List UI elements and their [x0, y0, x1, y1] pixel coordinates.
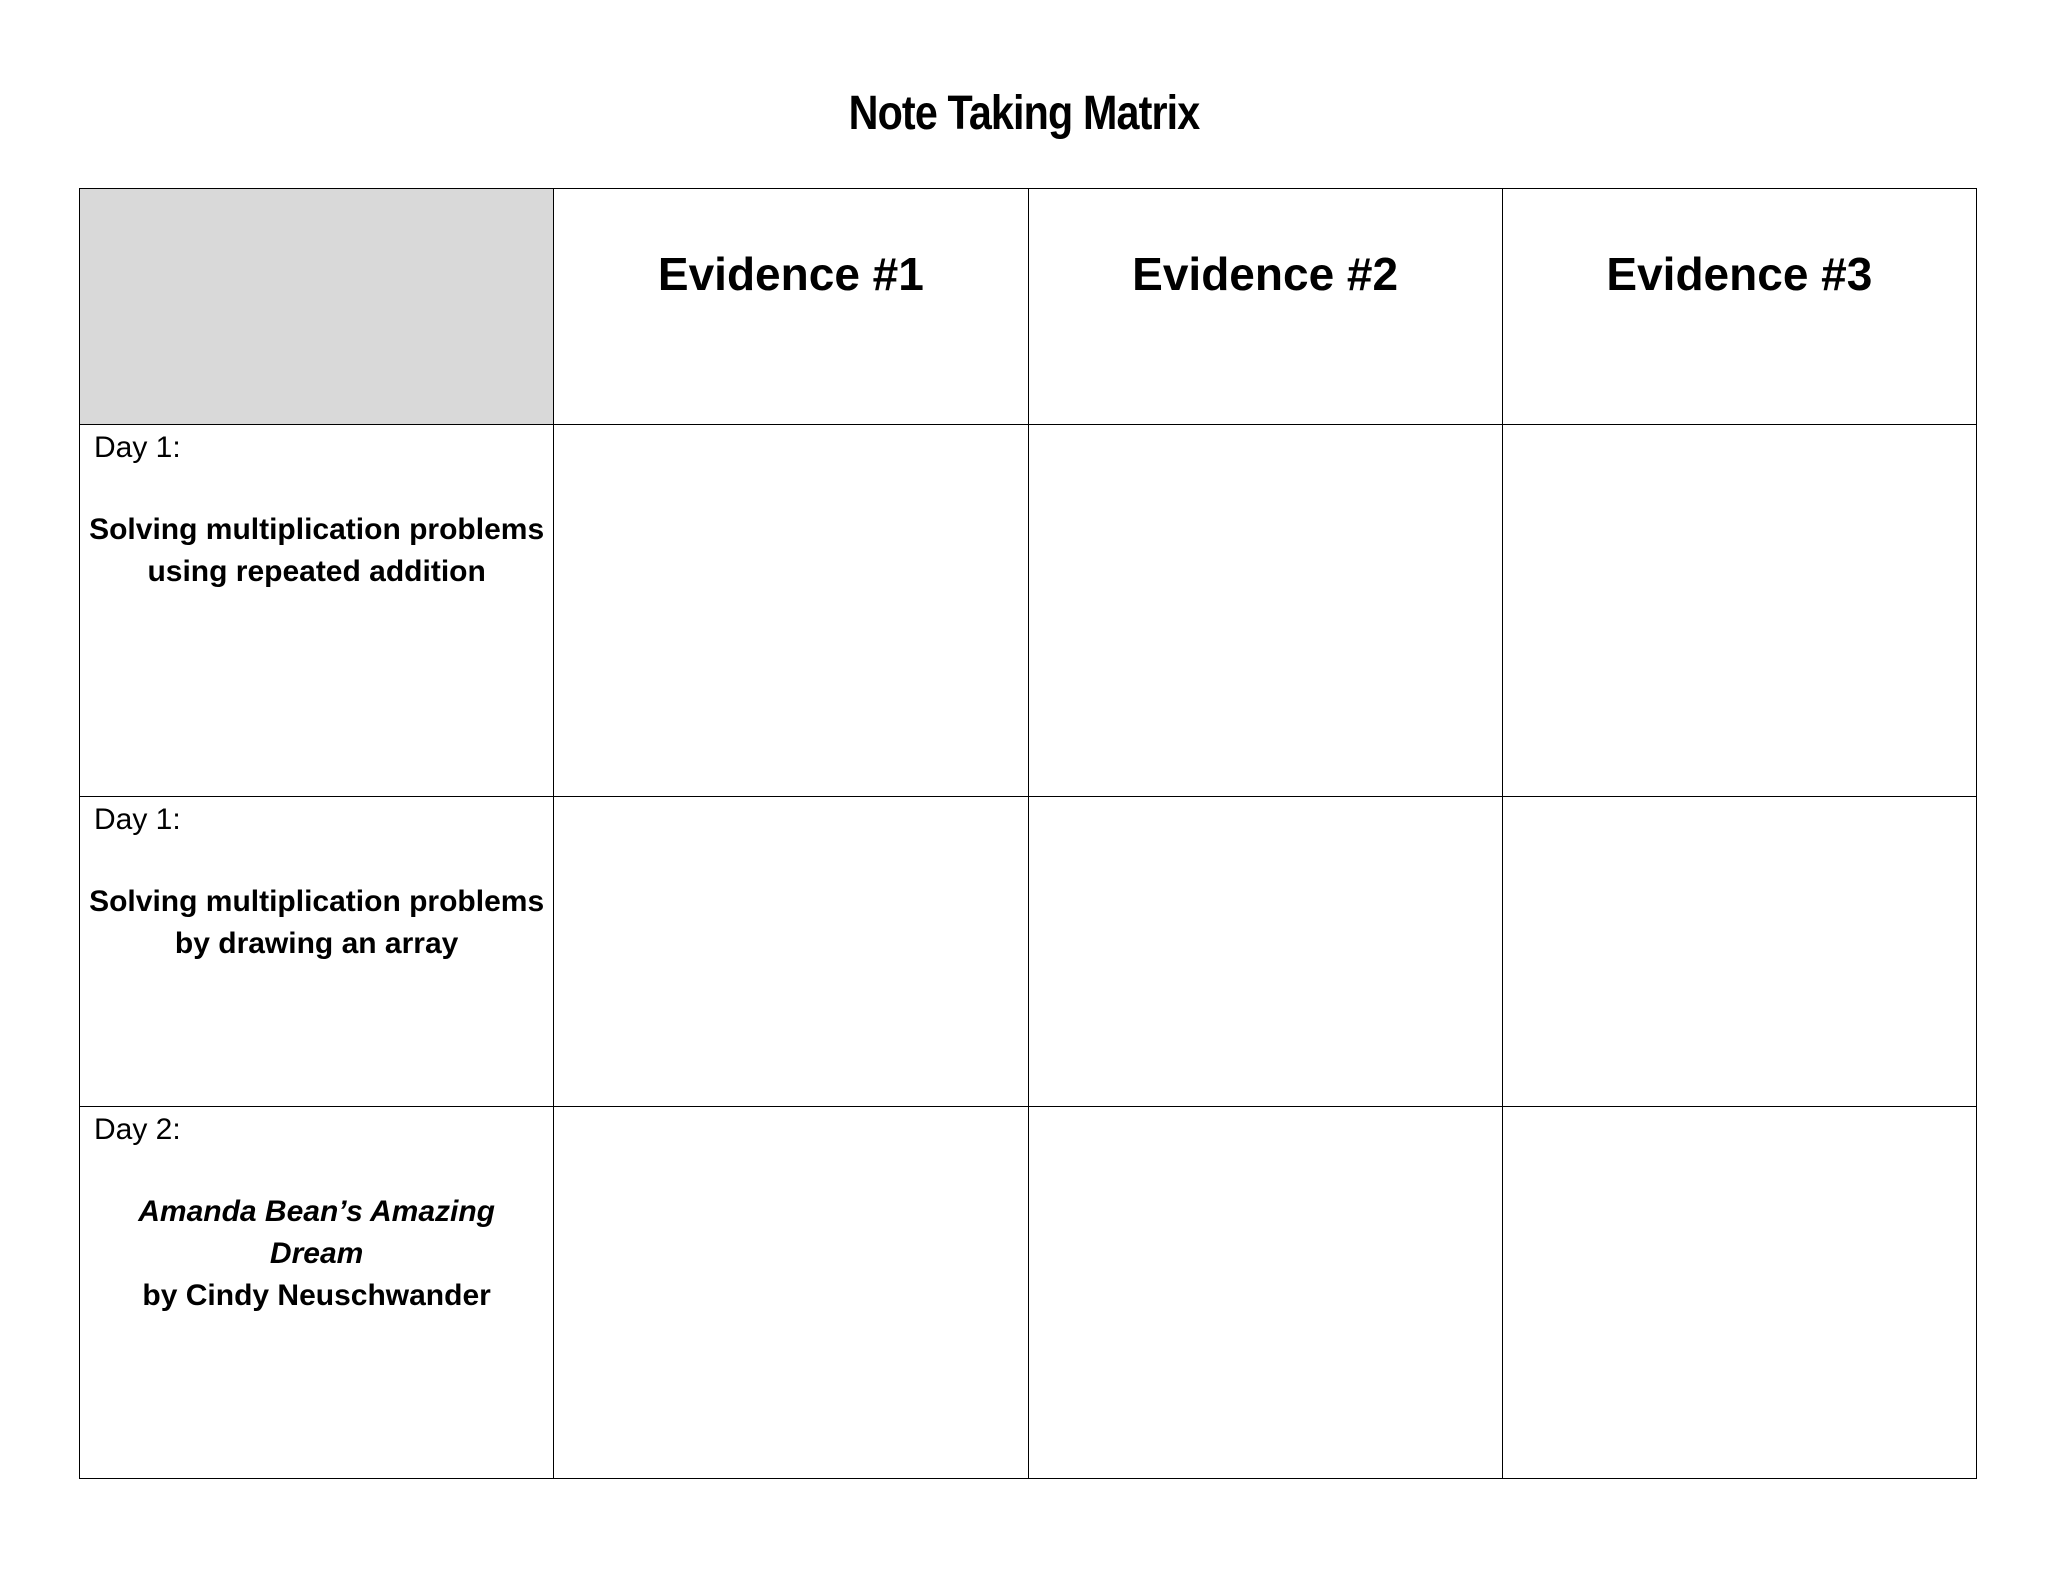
day-label: Day 1:: [94, 803, 181, 836]
evidence-cell[interactable]: [1502, 1107, 1976, 1479]
day-label: Day 2:: [94, 1113, 181, 1146]
book-byline: by Cindy Neuschwander: [142, 1279, 491, 1312]
corner-cell: [80, 189, 554, 425]
topic-text: Solving multiplication problems using repeated addition: [89, 513, 545, 588]
evidence-cell[interactable]: [1502, 425, 1976, 797]
evidence-cell[interactable]: [1502, 797, 1976, 1107]
header-row: [80, 189, 1977, 425]
table-row: [80, 797, 1977, 1107]
day-label: Day 1:: [94, 431, 181, 464]
evidence-cell[interactable]: [1028, 1107, 1502, 1479]
evidence-cell[interactable]: [1028, 797, 1502, 1107]
page-title: Note Taking Matrix: [848, 87, 1200, 140]
evidence-cell[interactable]: [554, 797, 1028, 1107]
row-label-cell: [80, 797, 554, 1107]
column-header-evidence-2: Evidence #2: [1028, 189, 1502, 425]
row-label-cell: [80, 425, 554, 797]
column-header-evidence-3: Evidence #3: [1502, 189, 1976, 425]
evidence-cell[interactable]: [1028, 425, 1502, 797]
row-label-cell: [80, 1107, 554, 1479]
evidence-cell[interactable]: [554, 425, 1028, 797]
book-title: Amanda Bean’s Amazing Dream: [138, 1195, 495, 1270]
evidence-cell[interactable]: [554, 1107, 1028, 1479]
table-row: [80, 425, 1977, 797]
column-header-evidence-1: Evidence #1: [554, 189, 1028, 425]
note-taking-matrix: [79, 188, 1977, 1479]
table-row: [80, 1107, 1977, 1479]
topic-text: Solving multiplication problems by drawing an array: [89, 885, 545, 960]
topic-text: [80, 1191, 553, 1317]
